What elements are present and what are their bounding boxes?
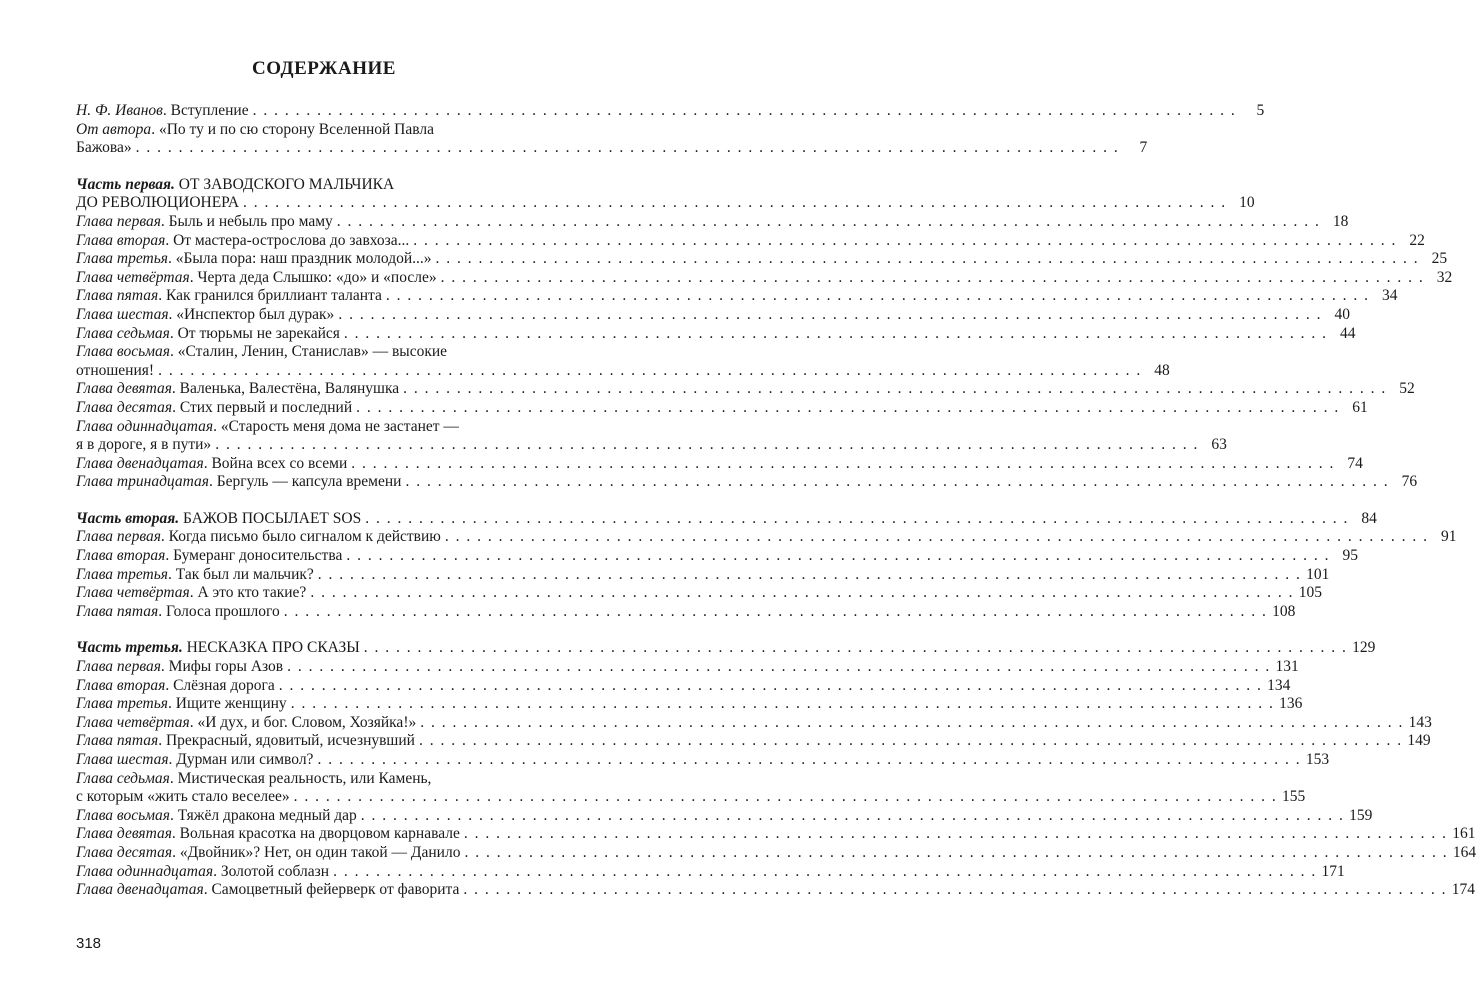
page-ref: 131: [1275, 658, 1299, 676]
dot-leader: [287, 658, 1271, 677]
page-ref: 159: [1349, 806, 1373, 824]
chapter-label: Глава первая: [76, 212, 161, 230]
page-ref: 74: [1347, 454, 1363, 472]
dot-leader: [361, 807, 1345, 826]
part-label: Часть первая.: [76, 175, 175, 193]
chapter-title-cont: я в дороге, я в пути»: [76, 436, 212, 454]
part-heading: [76, 639, 1376, 658]
chapter-text: [76, 807, 357, 826]
chapter-title: . Прекрасный, ядовитый, исчезнувший: [158, 732, 415, 750]
toc-entry: [76, 584, 1322, 603]
chapter-text: [76, 473, 401, 492]
toc-entry-line: [76, 418, 572, 437]
chapter-label: Глава четвёртая: [76, 268, 190, 286]
chapter-title: . Бумеранг доносительства: [165, 547, 343, 565]
chapter-label: Глава шестая: [76, 751, 169, 768]
chapter-label: Глава двенадцатая: [76, 881, 204, 899]
chapter-text: [76, 584, 306, 603]
chapter-label: Глава вторая: [76, 547, 166, 565]
chapter-title: . «Двойник»? Нет, он один такой — Данило: [172, 843, 461, 861]
entry-author: Н. Ф. Иванов: [76, 102, 163, 119]
chapter-text: [76, 380, 399, 399]
dot-leader: [318, 566, 1302, 585]
toc-entry: [76, 788, 1306, 807]
dot-leader: [243, 194, 1227, 213]
dot-leader: [365, 510, 1349, 529]
dot-leader: [403, 380, 1387, 399]
entry-author: От автора: [76, 120, 152, 138]
chapter-title: . Черта деда Слышко: «до» и «после»: [189, 268, 437, 286]
chapter-label: Глава первая: [76, 528, 161, 546]
chapter-label: Глава девятая: [76, 825, 172, 843]
dot-leader: [464, 825, 1448, 844]
page-ref: 105: [1298, 584, 1322, 602]
page-ref: 7: [1139, 139, 1148, 157]
toc-entry: [76, 602, 1296, 622]
page-ref: 32: [1436, 268, 1453, 286]
chapter-title: . Бергуль — капсула времени: [208, 473, 402, 491]
chapter-label: Глава третья: [76, 695, 169, 713]
dot-leader: [346, 547, 1330, 566]
chapter-title: . От мастера-острослова до завхоза...: [165, 231, 410, 249]
chapter-text: [76, 528, 441, 547]
dot-leader: [136, 139, 1120, 158]
chapter-title: . «Сталин, Ленин, Станислав» — высокие: [170, 343, 448, 361]
chapter-text: [76, 269, 437, 288]
entry-title: . «По ту и по сю сторону Вселенной Павла: [151, 120, 434, 138]
page-number: 318: [76, 935, 102, 952]
page-ref: 149: [1407, 732, 1431, 750]
dot-leader: [284, 603, 1268, 622]
part-title: ОТ ЗАВОДСКОГО МАЛЬЧИКА: [178, 175, 395, 193]
page-ref: 10: [1239, 194, 1255, 212]
chapter-title: . Война всех со всеми: [203, 454, 348, 472]
part-heading: [76, 509, 1377, 529]
chapter-label: Глава тринадцатая: [76, 473, 209, 491]
chapter-title: . Как гранился бриллиант таланта: [158, 287, 382, 305]
page-ref: 5: [1256, 102, 1265, 119]
toc-entry: [76, 843, 1476, 863]
dot-leader: [364, 639, 1348, 658]
toc-entry: [76, 268, 1453, 288]
chapter-title: . Слёзная дорога: [165, 676, 275, 694]
chapter-text: [76, 566, 314, 585]
page-ref: 174: [1451, 881, 1475, 899]
toc-entry: [76, 862, 1345, 882]
toc-entry: [76, 287, 1398, 306]
chapter-title: . Валенька, Валестёна, Валянушка: [171, 380, 400, 398]
dot-leader: [463, 881, 1447, 900]
toc-entry: [76, 547, 1358, 566]
page-ref: 134: [1267, 676, 1291, 694]
page-ref: 161: [1452, 825, 1476, 843]
toc-entry: [76, 713, 1432, 733]
dot-leader: [337, 213, 1321, 232]
toc-entry-intro: [76, 102, 1265, 121]
chapter-title: . Самоцветный фейерверк от фаворита: [203, 881, 460, 899]
toc-entry: [76, 695, 1303, 714]
chapter-label: Глава вторая: [76, 231, 166, 249]
page-ref: 136: [1279, 695, 1303, 713]
chapter-label: Глава седьмая: [76, 324, 170, 342]
chapter-text: [76, 825, 460, 844]
chapter-title: . Быль и небыль про маму: [160, 212, 333, 230]
chapter-title-cont: отношения!: [76, 361, 155, 379]
dot-leader: [338, 306, 1322, 325]
chapter-label: Глава четвёртая: [76, 713, 190, 731]
page-ref: 48: [1154, 361, 1170, 379]
chapter-title: . А это кто такие?: [189, 584, 307, 602]
chapter-title: . Золотой соблазн: [213, 862, 330, 880]
toc-entry-author-note: [76, 121, 572, 140]
page-ref: 171: [1321, 862, 1345, 880]
chapter-text: [76, 677, 275, 696]
dot-leader: [215, 436, 1199, 455]
toc-entry: [76, 212, 1349, 232]
toc-entry: [76, 732, 1431, 751]
toc-entry: [76, 398, 1368, 418]
dot-leader: [317, 751, 1301, 770]
chapter-title-cont: с которым «жить стало веселее»: [76, 788, 290, 806]
chapter-label: Глава пятая: [76, 287, 159, 305]
page-ref: 44: [1340, 324, 1356, 342]
dot-leader: [291, 695, 1275, 714]
page-ref: 164: [1452, 843, 1476, 861]
chapter-title: . «И дух, и бог. Словом, Хозяйка!»: [189, 713, 417, 731]
dot-leader: [419, 732, 1403, 751]
chapter-text: [76, 695, 287, 714]
dot-leader: [310, 584, 1294, 603]
chapter-text: [76, 455, 347, 474]
page-ref: 40: [1334, 305, 1350, 323]
page-ref: 61: [1352, 398, 1368, 416]
page-title: СОДЕРЖАНИЕ: [252, 58, 396, 79]
chapter-text: [76, 306, 334, 325]
chapter-text: [76, 399, 352, 418]
chapter-label: Глава четвёртая: [76, 584, 190, 602]
chapter-label: Глава девятая: [76, 380, 172, 398]
chapter-label: Глава одиннадцатая: [76, 417, 214, 435]
dot-leader: [441, 269, 1425, 288]
toc-entry: [76, 751, 1330, 770]
dot-leader: [445, 528, 1429, 547]
chapter-text: [76, 751, 313, 770]
toc-entry: [76, 454, 1363, 474]
dot-leader: [294, 788, 1278, 807]
toc-entry: [76, 436, 1227, 455]
page-ref: 101: [1306, 565, 1330, 583]
dot-leader: [420, 714, 1404, 733]
page-ref: 76: [1401, 473, 1418, 491]
page-ref: 108: [1272, 602, 1296, 620]
chapter-title: . Когда письмо было сигналом к действию: [160, 528, 441, 546]
chapter-label: Глава десятая: [76, 398, 173, 416]
chapter-title: . Дурман или символ?: [168, 751, 314, 768]
chapter-title: . Ищите женщину: [168, 695, 287, 713]
dot-leader: [464, 844, 1448, 863]
dot-leader: [386, 287, 1370, 306]
chapter-label: Глава третья: [76, 565, 169, 583]
page-ref: 153: [1305, 751, 1330, 768]
chapter-label: Глава шестая: [76, 305, 169, 323]
toc-entry: [76, 250, 1448, 269]
toc-entry: [76, 806, 1373, 826]
part-heading: [76, 176, 572, 195]
toc-entry: [76, 658, 1299, 677]
page-ref: 91: [1441, 528, 1457, 546]
chapter-text: [76, 863, 329, 882]
toc-entry: [76, 380, 1415, 399]
chapter-title: . Тяжёл дракона медный дар: [170, 806, 357, 824]
part-label: Часть вторая.: [76, 509, 180, 527]
chapter-title: . Мистическая реальность, или Камень,: [169, 769, 432, 787]
chapter-label: Глава десятая: [76, 843, 173, 861]
chapter-text: [76, 714, 416, 733]
chapter-text: [76, 325, 340, 344]
dot-leader: [413, 232, 1397, 251]
chapter-text: [76, 881, 459, 900]
page-ref: 22: [1409, 231, 1425, 249]
dot-leader: [253, 102, 1237, 121]
toc-entry: [76, 676, 1291, 696]
dot-leader: [356, 399, 1340, 418]
toc-entry-line: [76, 770, 572, 789]
toc-entry: [76, 881, 1475, 900]
chapter-label: Глава восьмая: [76, 343, 170, 361]
dot-leader: [436, 250, 1420, 269]
part-title-cont: ДО РЕВОЛЮЦИОНЕРА: [76, 194, 240, 212]
dot-leader: [158, 362, 1142, 381]
toc-entry-line: [76, 343, 572, 362]
entry-title: . Вступление: [162, 102, 249, 119]
chapter-text: [76, 232, 409, 251]
chapter-text: [76, 732, 415, 751]
page-ref: 95: [1342, 547, 1358, 565]
toc-entry: [76, 473, 1418, 492]
chapter-text: [76, 603, 280, 622]
chapter-label: Глава первая: [76, 658, 161, 676]
chapter-label: Глава двенадцатая: [76, 454, 204, 472]
part-label: Часть третья.: [76, 639, 183, 657]
chapter-title: . «Старость меня дома не застанет —: [213, 417, 459, 435]
page-ref: 52: [1399, 380, 1415, 398]
page-ref: 18: [1332, 212, 1349, 230]
page-ref: 63: [1211, 436, 1227, 454]
page-ref: 84: [1361, 509, 1377, 527]
chapter-title: . Так был ли мальчик?: [168, 565, 314, 583]
chapter-text: [76, 250, 432, 269]
entry-title-cont: Бажова»: [76, 139, 132, 157]
page-ref: 34: [1381, 287, 1398, 305]
chapter-label: Глава одиннадцатая: [76, 862, 214, 880]
chapter-text: [76, 547, 342, 566]
chapter-label: Глава восьмая: [76, 806, 170, 824]
chapter-label: Глава вторая: [76, 676, 166, 694]
chapter-title: . Мифы горы Азов: [160, 658, 284, 676]
chapter-title: . Стих первый и последний: [172, 398, 353, 416]
part-title: НЕСКАЗКА ПРО СКАЗЫ: [186, 639, 360, 657]
toc-page: [76, 58, 1476, 900]
chapter-text: [76, 287, 382, 306]
chapter-title: . «Была пора: наш праздник молодой...»: [168, 250, 432, 268]
chapter-text: [76, 213, 333, 232]
dot-leader: [405, 473, 1389, 492]
toc-entry: [76, 528, 1457, 547]
chapter-label: Глава пятая: [76, 602, 159, 620]
dot-leader: [351, 455, 1335, 474]
chapter-list: [76, 528, 1457, 621]
chapter-label: Глава седьмая: [76, 769, 170, 787]
page-ref: 143: [1408, 713, 1432, 731]
toc-entry: [76, 361, 1170, 381]
dot-leader: [344, 325, 1328, 344]
toc-entry: [76, 231, 1425, 251]
toc-entry: [76, 565, 1330, 585]
chapter-list: [76, 212, 1453, 492]
page-ref: 155: [1281, 788, 1306, 806]
chapter-text: [76, 658, 283, 677]
part-title: БАЖОВ ПОСЫЛАЕТ SOS: [183, 509, 362, 527]
chapter-list: [76, 658, 1476, 900]
page-ref: 129: [1352, 639, 1376, 657]
dot-leader: [333, 863, 1317, 882]
toc-entry: [76, 825, 1476, 844]
dot-leader: [279, 677, 1263, 696]
chapter-label: Глава третья: [76, 250, 169, 268]
chapter-label: Глава пятая: [76, 732, 159, 750]
chapter-text: [76, 844, 460, 863]
toc-entry: [76, 305, 1350, 325]
chapter-title: . Вольная красотка на дворцовом карнавале: [171, 825, 460, 843]
chapter-title: . Голоса прошлого: [158, 602, 280, 620]
page-ref: 25: [1431, 250, 1448, 268]
chapter-title: . «Инспектор был дурак»: [168, 305, 335, 323]
chapter-title: . От тюрьмы не зарекайся: [169, 324, 340, 342]
toc-entry: [76, 324, 1356, 344]
